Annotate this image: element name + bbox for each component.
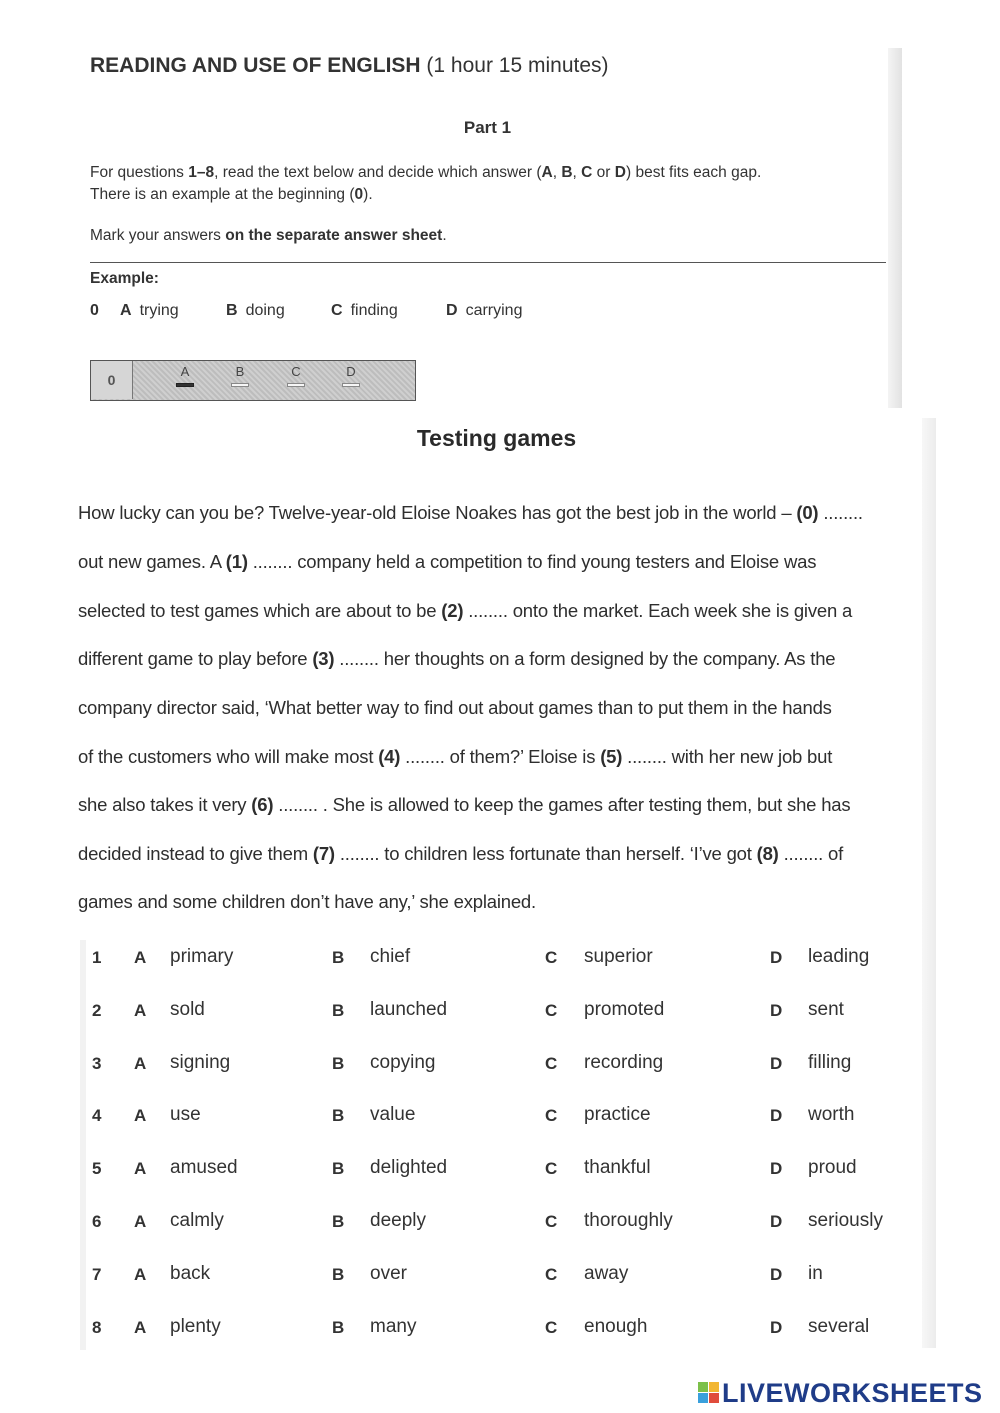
option-word: amused bbox=[170, 1157, 238, 1178]
option-letter: C bbox=[545, 948, 558, 967]
scan-edge bbox=[888, 48, 902, 408]
passage-line bbox=[78, 794, 918, 816]
passage-text: ........ . She is allowed to keep the games after testing them, but she has bbox=[273, 794, 851, 815]
gap-number: (1) bbox=[225, 551, 248, 572]
story-title: Testing games bbox=[416, 425, 577, 451]
instructions-bold: 1–8 bbox=[188, 164, 215, 181]
option-word: filling bbox=[808, 1052, 852, 1073]
instructions-text: , bbox=[552, 164, 562, 181]
passage-text: ........ of bbox=[778, 843, 844, 864]
part-title: Part 1 bbox=[463, 118, 512, 137]
gap-number: (0) bbox=[796, 502, 819, 523]
question-row bbox=[90, 1210, 920, 1240]
example-option bbox=[226, 302, 285, 320]
passage-text: ........ of them?’ Eloise is bbox=[400, 746, 601, 767]
option-word: calmly bbox=[170, 1210, 224, 1231]
option-word: signing bbox=[170, 1052, 231, 1073]
passage-line bbox=[78, 891, 918, 913]
option-letter: B bbox=[332, 1001, 345, 1020]
example-option bbox=[446, 302, 522, 320]
option-letter: D bbox=[770, 1159, 783, 1178]
option-word: recording bbox=[584, 1052, 664, 1073]
option-letter: D bbox=[770, 1106, 783, 1125]
passage-text: different game to play before bbox=[78, 648, 313, 669]
example-number: 0 bbox=[90, 302, 99, 319]
option-word: leading bbox=[808, 946, 870, 967]
option-letter: B bbox=[332, 1159, 345, 1178]
question-row bbox=[90, 1052, 920, 1082]
instructions-bold: B bbox=[561, 164, 573, 181]
option-letter: B bbox=[332, 1054, 345, 1073]
example-answer-box bbox=[90, 360, 416, 401]
option-word: seriously bbox=[808, 1210, 883, 1231]
passage-line bbox=[78, 697, 918, 719]
option-word: superior bbox=[584, 946, 653, 967]
option-word: over bbox=[370, 1263, 407, 1284]
option-letter: A bbox=[134, 1001, 147, 1020]
question-row bbox=[90, 1263, 920, 1293]
answer-box-letter: B bbox=[235, 364, 245, 379]
option-letter: B bbox=[332, 1106, 345, 1125]
passage-text: company director said, ‘What better way to find out about games than to put them in the hands bbox=[78, 697, 832, 718]
passage-text: out new games. A bbox=[78, 551, 226, 572]
instructions-bold: 0 bbox=[354, 186, 364, 203]
instructions-bold: D bbox=[614, 164, 626, 181]
option-letter: D bbox=[770, 948, 783, 967]
option-letter: D bbox=[770, 1318, 783, 1337]
option-word: several bbox=[808, 1316, 870, 1337]
option-word: finding bbox=[350, 302, 398, 319]
answer-box-cell-c bbox=[284, 364, 308, 387]
option-word: promoted bbox=[584, 999, 665, 1020]
passage-line bbox=[78, 600, 918, 622]
option-word: worth bbox=[808, 1104, 855, 1125]
answer-box-cell-b bbox=[228, 364, 252, 387]
gap-number: (4) bbox=[378, 746, 401, 767]
gap-number: (7) bbox=[312, 843, 335, 864]
option-letter: D bbox=[770, 1212, 783, 1231]
instructions-text: Mark your answers bbox=[90, 227, 226, 244]
answer-mark-empty bbox=[231, 383, 249, 387]
answer-box-cell-a bbox=[173, 364, 197, 387]
option-letter: C bbox=[545, 1265, 558, 1284]
question-number: 1 bbox=[92, 948, 102, 967]
option-letter: B bbox=[332, 1212, 345, 1231]
option-word: thankful bbox=[584, 1157, 651, 1178]
option-letter: C bbox=[331, 302, 343, 319]
answer-box-number: 0 bbox=[91, 361, 133, 399]
instructions-text: ). bbox=[363, 186, 373, 203]
instructions-text: , read the text below and decide which answer ( bbox=[214, 164, 542, 181]
option-word: sent bbox=[808, 999, 844, 1020]
answer-box-letter: A bbox=[180, 364, 190, 379]
instructions-text: There is an example at the beginning ( bbox=[90, 186, 355, 203]
option-letter: A bbox=[134, 1318, 147, 1337]
passage-text: How lucky can you be? Twelve-year-old Eloise Noakes has got the best job in the world – bbox=[78, 502, 797, 523]
option-word: carrying bbox=[465, 302, 523, 319]
option-letter: A bbox=[134, 1159, 147, 1178]
answer-mark-empty bbox=[342, 383, 360, 387]
option-letter: D bbox=[770, 1054, 783, 1073]
passage-text: ........ onto the market. Each week she is given a bbox=[463, 600, 853, 621]
question-number: 2 bbox=[92, 1001, 102, 1020]
example-option bbox=[120, 302, 179, 320]
option-letter: B bbox=[332, 1318, 345, 1337]
instructions-text: , bbox=[572, 164, 582, 181]
option-letter: C bbox=[545, 1106, 558, 1125]
option-letter: A bbox=[134, 1212, 147, 1231]
instructions-text: or bbox=[592, 164, 615, 181]
passage-line bbox=[78, 502, 918, 524]
passage-text: ........ with her new job but bbox=[622, 746, 833, 767]
option-word: deeply bbox=[370, 1210, 426, 1231]
option-letter: C bbox=[545, 1001, 558, 1020]
answer-mark-filled bbox=[176, 383, 194, 387]
option-letter: C bbox=[545, 1212, 558, 1231]
page-title bbox=[90, 54, 609, 78]
instructions-bold: A bbox=[541, 164, 553, 181]
divider bbox=[90, 262, 886, 263]
passage-line bbox=[78, 648, 918, 670]
option-word: sold bbox=[170, 999, 205, 1020]
passage-text: of the customers who will make most bbox=[78, 746, 379, 767]
passage-text: ........ company held a competition to find young testers and Eloise was bbox=[247, 551, 817, 572]
section-title: READING AND USE OF ENGLISH bbox=[90, 54, 421, 77]
liveworksheets-logo-icon bbox=[698, 1382, 720, 1404]
instructions bbox=[90, 162, 890, 206]
question-row bbox=[90, 946, 920, 976]
question-number: 5 bbox=[92, 1159, 102, 1178]
instructions-text: . bbox=[442, 227, 447, 244]
scan-edge bbox=[80, 940, 86, 1350]
example-label: Example: bbox=[90, 270, 159, 287]
passage-text: selected to test games which are about to be bbox=[78, 600, 442, 621]
option-word: plenty bbox=[170, 1316, 221, 1337]
option-word: many bbox=[370, 1316, 417, 1337]
mark-answers-note bbox=[90, 227, 447, 245]
question-number: 8 bbox=[92, 1318, 102, 1337]
option-word: chief bbox=[370, 946, 411, 967]
passage-text: ........ her thoughts on a form designed by the company. As the bbox=[334, 648, 836, 669]
option-word: copying bbox=[370, 1052, 436, 1073]
instructions-bold: C bbox=[581, 164, 593, 181]
answer-box-letter: D bbox=[346, 364, 356, 379]
gap-number: (8) bbox=[756, 843, 779, 864]
option-letter: A bbox=[134, 948, 147, 967]
question-number: 4 bbox=[92, 1106, 102, 1125]
question-number: 3 bbox=[92, 1054, 102, 1073]
brand-name: LIVEWORKSHEETS bbox=[722, 1377, 983, 1408]
gap-number: (3) bbox=[312, 648, 335, 669]
scan-edge bbox=[922, 418, 936, 1348]
question-row bbox=[90, 1316, 920, 1346]
option-word: proud bbox=[808, 1157, 857, 1178]
option-word: enough bbox=[584, 1316, 648, 1337]
option-letter: A bbox=[134, 1265, 147, 1284]
question-row bbox=[90, 999, 920, 1029]
question-row bbox=[90, 1104, 920, 1134]
instructions-text: ) best fits each gap. bbox=[625, 164, 762, 181]
option-word: away bbox=[584, 1263, 629, 1284]
passage-text: she also takes it very bbox=[78, 794, 252, 815]
option-word: doing bbox=[245, 302, 285, 319]
option-word: trying bbox=[139, 302, 179, 319]
option-word: back bbox=[170, 1263, 211, 1284]
option-letter: D bbox=[770, 1265, 783, 1284]
instructions-bold: on the separate answer sheet bbox=[225, 227, 443, 244]
passage-line bbox=[78, 551, 918, 573]
gap-number: (6) bbox=[251, 794, 274, 815]
option-letter: D bbox=[446, 302, 458, 319]
passage-text: decided instead to give them bbox=[78, 843, 313, 864]
answer-box-letter: C bbox=[291, 364, 301, 379]
question-number: 7 bbox=[92, 1265, 102, 1284]
question-row bbox=[90, 1157, 920, 1187]
answer-box-cell-d bbox=[339, 364, 363, 387]
gap-number: (5) bbox=[600, 746, 623, 767]
instructions-text: For questions bbox=[90, 164, 189, 181]
option-word: use bbox=[170, 1104, 201, 1125]
option-word: primary bbox=[170, 946, 234, 967]
option-letter: D bbox=[770, 1001, 783, 1020]
passage-text: ........ to children less fortunate than herself. ‘I’ve got bbox=[334, 843, 757, 864]
option-word: thoroughly bbox=[584, 1210, 673, 1231]
option-letter: C bbox=[545, 1318, 558, 1337]
passage-text: games and some children don’t have any,’ she explained. bbox=[78, 891, 536, 912]
question-number: 6 bbox=[92, 1212, 102, 1231]
option-letter: A bbox=[120, 302, 132, 319]
option-letter: B bbox=[332, 1265, 345, 1284]
option-letter: B bbox=[226, 302, 238, 319]
option-letter: A bbox=[134, 1106, 147, 1125]
option-word: launched bbox=[370, 999, 448, 1020]
option-letter: C bbox=[545, 1159, 558, 1178]
option-word: delighted bbox=[370, 1157, 448, 1178]
passage-line bbox=[78, 746, 918, 768]
passage-line bbox=[78, 843, 918, 865]
passage-text: ........ bbox=[818, 502, 863, 523]
option-word: value bbox=[370, 1104, 416, 1125]
option-letter: A bbox=[134, 1054, 147, 1073]
liveworksheets-brand bbox=[698, 1377, 983, 1409]
option-letter: B bbox=[332, 948, 345, 967]
example-option bbox=[331, 302, 398, 320]
answer-mark-empty bbox=[287, 383, 305, 387]
option-letter: C bbox=[545, 1054, 558, 1073]
option-word: practice bbox=[584, 1104, 651, 1125]
section-duration: (1 hour 15 minutes) bbox=[426, 54, 609, 77]
gap-number: (2) bbox=[441, 600, 464, 621]
option-word: in bbox=[808, 1263, 823, 1284]
